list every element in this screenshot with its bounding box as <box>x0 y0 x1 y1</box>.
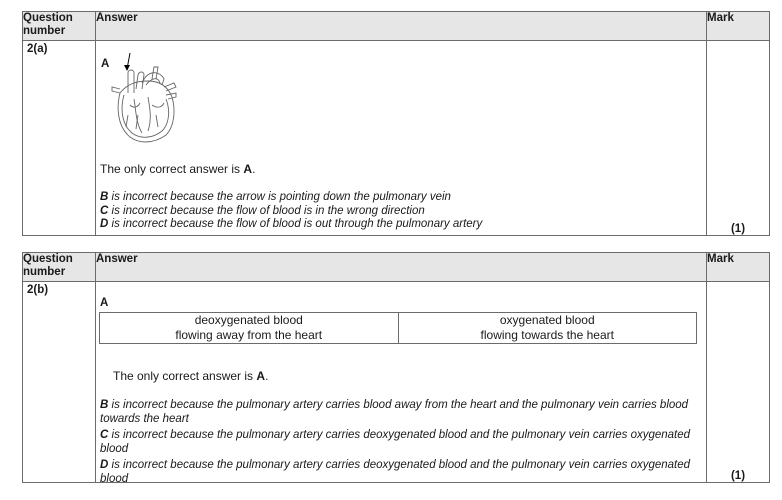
reason-d: D is incorrect because the pulmonary artery carries deoxygenated blood and the pulmonary vein carries oxygenated blood <box>100 459 691 485</box>
reason-b: B is incorrect because the pulmonary artery carries blood away from the heart and the pulmonary vein carries blood towards the heart <box>100 399 689 425</box>
mark-header: Mark <box>707 12 770 41</box>
reason-c: C is incorrect because the pulmonary artery carries deoxygenated blood and the pulmonary vein carries oxygenated blood <box>100 429 691 455</box>
correct-answer-text: The only correct answer is A. <box>113 369 269 383</box>
answer-cell <box>96 41 707 236</box>
option-a-table <box>99 312 697 344</box>
reasons-list <box>100 191 700 232</box>
reason-b: B is incorrect because the arrow is pointing down the pulmonary vein <box>100 191 451 203</box>
mark-scheme-table-2b <box>22 252 770 483</box>
option-letter: A <box>101 58 110 70</box>
answer-header: Answer <box>96 12 707 41</box>
mark-header: Mark <box>707 253 770 282</box>
question-number: 2(b) <box>23 282 96 483</box>
reasons-list <box>100 399 700 486</box>
reason-c: C is incorrect because the flow of blood is in the wrong direction <box>100 204 425 217</box>
option-cell-left: deoxygenated blood flowing away from the heart <box>100 313 399 344</box>
heart-diagram-icon <box>108 49 188 145</box>
question-number: 2(a) <box>23 41 96 236</box>
mark-value: (1) <box>730 223 746 235</box>
header-row <box>23 12 770 41</box>
answer-cell <box>96 282 707 483</box>
option-cell-right: oxygenated blood flowing towards the heart <box>398 313 697 344</box>
answer-header: Answer <box>96 253 707 282</box>
correct-answer-text: The only correct answer is A. <box>100 162 256 176</box>
answer-row <box>23 282 770 483</box>
question-number-header: Question number <box>23 12 96 41</box>
mark-value: (1) <box>730 470 746 482</box>
mark-cell <box>707 41 770 236</box>
answer-row <box>23 41 770 236</box>
mark-scheme-table-2a <box>22 11 770 236</box>
header-row <box>23 253 770 282</box>
reason-d: D is incorrect because the flow of blood is out through the pulmonary artery <box>100 218 483 230</box>
mark-cell <box>707 282 770 483</box>
question-number-header: Question number <box>23 253 96 282</box>
option-letter: A <box>100 297 109 309</box>
